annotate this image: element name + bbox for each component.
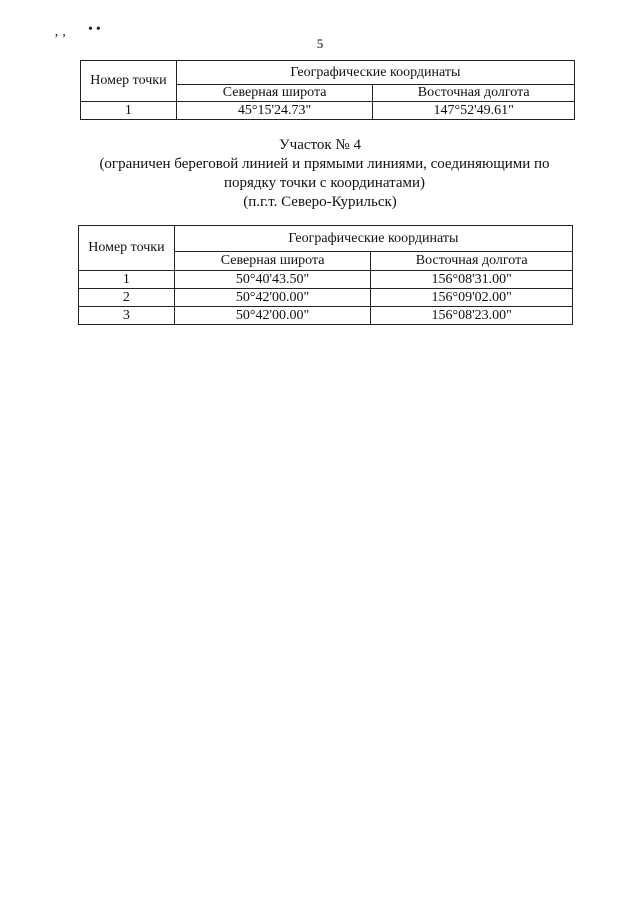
header-geo-coordinates: Географические координаты	[176, 61, 574, 85]
coordinates-table-1	[80, 60, 575, 120]
longitude-cell: 156°08'23.00"	[371, 307, 573, 325]
table-row	[79, 307, 573, 325]
latitude-cell: 50°42'00.00"	[174, 289, 371, 307]
point-number-cell: 1	[79, 271, 175, 289]
table-row	[79, 271, 573, 289]
header-latitude: Северная широта	[176, 85, 373, 102]
header-point-number: Номер точки	[81, 61, 177, 102]
point-number-cell: 3	[79, 307, 175, 325]
section-title: Участок № 4	[279, 137, 361, 153]
latitude-cell: 50°42'00.00"	[174, 307, 371, 325]
header-longitude: Восточная долгота	[373, 85, 575, 102]
header-latitude: Северная широта	[174, 252, 371, 271]
scan-mark-right: ••	[88, 22, 104, 37]
point-number-cell: 2	[79, 289, 175, 307]
longitude-cell: 156°09'02.00"	[371, 289, 573, 307]
page-number: 5	[316, 36, 324, 51]
coordinates-table-2	[78, 225, 573, 325]
latitude-cell: 45°15'24.73"	[176, 102, 373, 120]
longitude-cell: 156°08'31.00"	[371, 271, 573, 289]
section-description: (ограничен береговой линией и прямыми линиями, соединяющими по порядку точки с координатами)	[99, 156, 550, 191]
header-geo-coordinates: Географические координаты	[174, 226, 572, 252]
table-row	[79, 289, 573, 307]
longitude-cell: 147°52'49.61"	[373, 102, 575, 120]
table-row	[81, 102, 575, 120]
section-locality: (п.г.т. Северо-Курильск)	[243, 194, 397, 210]
header-longitude: Восточная долгота	[371, 252, 573, 271]
header-point-number: Номер точки	[79, 226, 175, 271]
scan-mark-left: ʼʼ	[54, 32, 70, 47]
latitude-cell: 50°40'43.50"	[174, 271, 371, 289]
point-number-cell: 1	[81, 102, 177, 120]
